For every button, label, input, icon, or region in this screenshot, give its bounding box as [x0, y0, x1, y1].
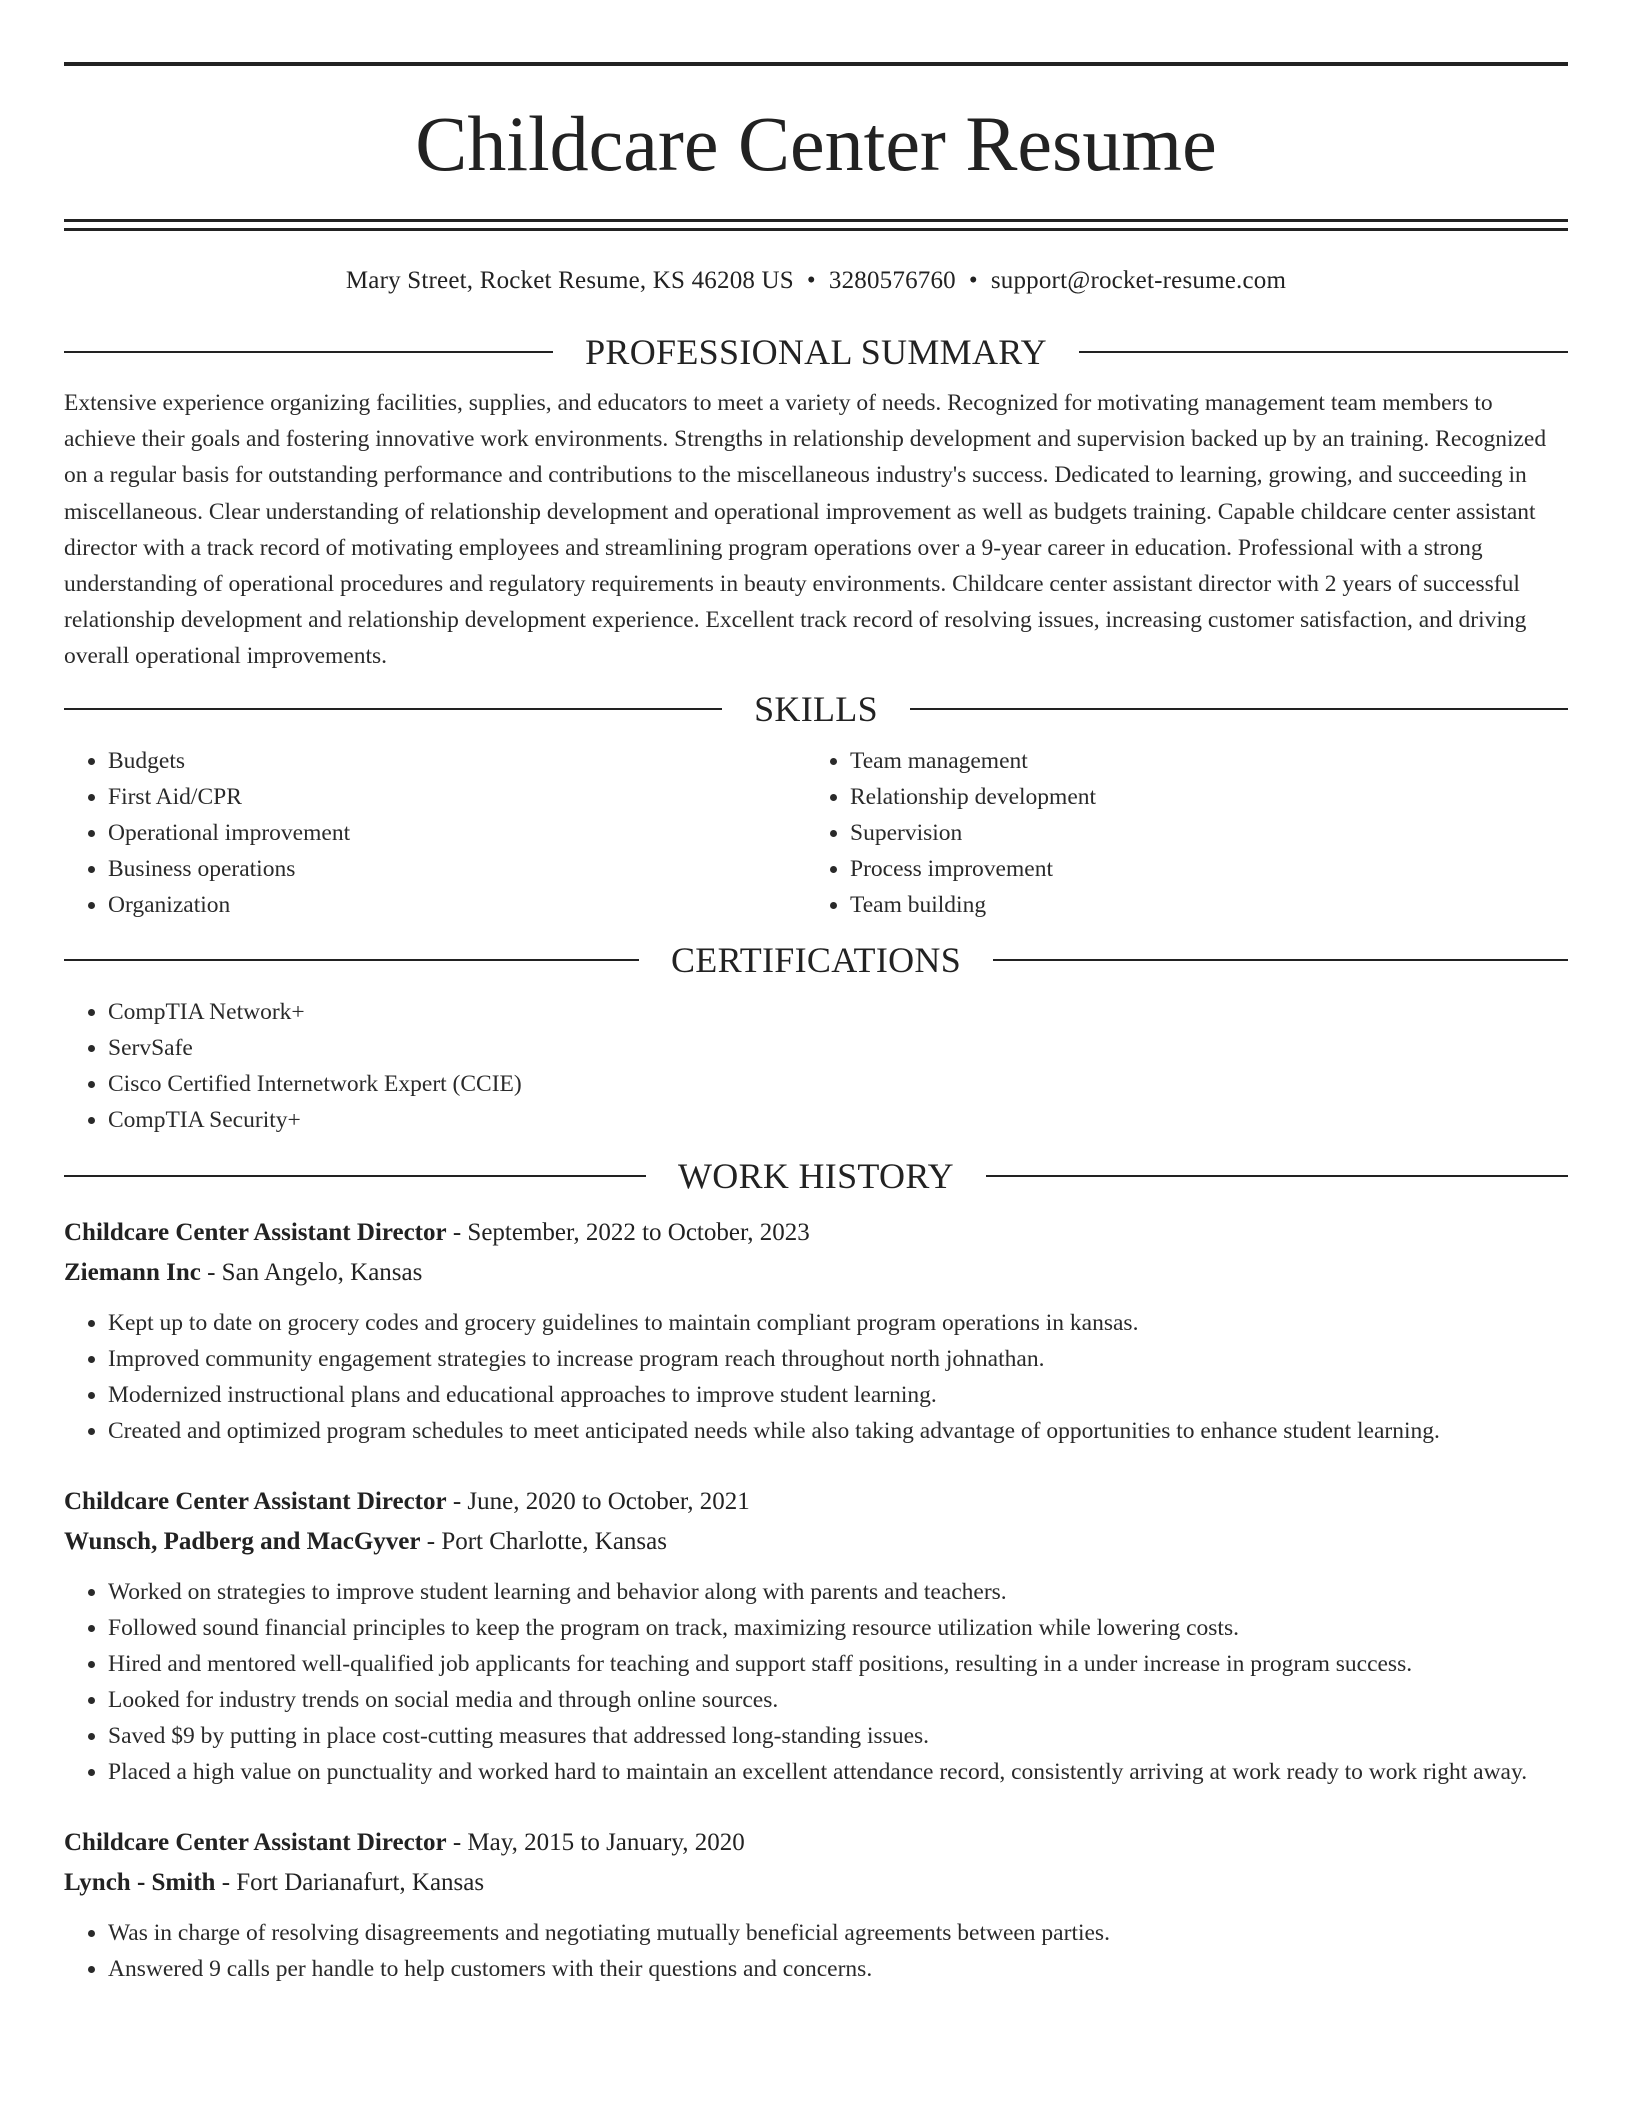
skill-item: • Operational improvement	[108, 815, 806, 851]
job-title: Childcare Center Assistant Director	[64, 1218, 447, 1246]
job-duties-list	[64, 1305, 1568, 1449]
heading-rule	[986, 1175, 1568, 1177]
certification-item: • CompTIA Network+	[108, 994, 1568, 1030]
heading-rule	[993, 959, 1568, 961]
job-title: Childcare Center Assistant Director	[64, 1487, 447, 1515]
job-location: - Port Charlotte, Kansas	[420, 1527, 667, 1555]
skill-item: • Organization	[108, 887, 806, 923]
job-duties-list	[64, 1574, 1568, 1790]
skill-item: • Team management	[850, 743, 1548, 779]
job-duty-item: • Followed sound financial principles to keep the program on track, maximizing resource utilization while lowering costs.	[108, 1610, 1568, 1646]
heading-rule	[64, 959, 639, 961]
job-duty-item: • Modernized instructional plans and educational approaches to improve student learning.	[108, 1377, 1568, 1413]
skills-list	[64, 743, 1568, 923]
section-heading-summary	[64, 332, 1568, 372]
contact-separator: •	[806, 267, 816, 294]
heading-rule	[64, 708, 722, 710]
certification-item: • ServSafe	[108, 1030, 1568, 1066]
job-dates: - September, 2022 to October, 2023	[446, 1218, 810, 1246]
heading-rule	[910, 708, 1568, 710]
contact-line	[64, 265, 1568, 297]
job-duty-item: • Improved community engagement strategies to increase program reach throughout north johnathan.	[108, 1341, 1568, 1377]
certification-item: • Cisco Certified Internetwork Expert (CCIE)	[108, 1066, 1568, 1102]
section-heading-label: SKILLS	[754, 688, 878, 729]
job-company-line	[64, 1863, 1568, 1903]
job-duty-item: • Looked for industry trends on social media and through online sources.	[108, 1682, 1568, 1718]
job-duty-item: • Worked on strategies to improve student learning and behavior along with parents and teachers.	[108, 1574, 1568, 1610]
job-title: Childcare Center Assistant Director	[64, 1828, 447, 1856]
job-title-line	[64, 1482, 1568, 1522]
job-location: - San Angelo, Kansas	[200, 1258, 423, 1286]
resume-page	[64, 62, 1568, 1987]
job-duty-item: • Was in charge of resolving disagreements and negotiating mutually beneficial agreements between parties.	[108, 1915, 1568, 1951]
job-company-line	[64, 1522, 1568, 1562]
job-duty-item: • Saved $9 by putting in place cost-cutting measures that addressed long-standing issues.	[108, 1718, 1568, 1754]
contact-address: Mary Street, Rocket Resume, KS 46208 US	[345, 267, 794, 294]
skill-item: • Business operations	[108, 851, 806, 887]
job-entry	[64, 1823, 1568, 1987]
section-heading-label: WORK HISTORY	[678, 1155, 954, 1196]
skill-item: • Process improvement	[850, 851, 1548, 887]
contact-email: support@rocket-resume.com	[990, 267, 1287, 294]
professional-summary: Extensive experience organizing facilities, supplies, and educators to meet a variety of needs. Recognized for motivating management team members to achieve their goals and fostering innovative work environments. Strengths in relationship development and supervision backed up by an training. Recognized on a regular basis for outstanding performance and contributions to the miscellaneous industry's success. Dedicated to learning, growing, and succeeding in miscellaneous. Clear understanding of relationship development and operational improvement as well as budgets training. Capable childcare center assistant director with a track record of motivating employees and streamlining program operations over a 9-year career in education. Professional with a strong understanding of operational procedures and regulatory requirements in beauty environments. Childcare center assistant director with 2 years of successful relationship development and relationship development experience. Excellent track record of resolving issues, increasing customer satisfaction, and driving overall operational improvements.	[64, 390, 1547, 670]
contact-phone: 3280576760	[828, 267, 956, 294]
job-duty-item: • Kept up to date on grocery codes and grocery guidelines to maintain compliant program operations in kansas.	[108, 1305, 1568, 1341]
section-heading-skills	[64, 689, 1568, 729]
skill-item: • Budgets	[108, 743, 806, 779]
job-entry	[64, 1482, 1568, 1790]
title-rule-lower	[64, 228, 1568, 231]
skills-column-right	[806, 743, 1548, 923]
heading-rule	[1079, 351, 1568, 353]
section-heading-certifications	[64, 940, 1568, 980]
job-duty-item: • Hired and mentored well-qualified job applicants for teaching and support staff positions, resulting in a under increase in program success.	[108, 1646, 1568, 1682]
heading-rule	[64, 1175, 646, 1177]
skills-column-left	[64, 743, 806, 923]
skill-item: • Team building	[850, 887, 1548, 923]
job-duty-item: • Answered 9 calls per handle to help customers with their questions and concerns.	[108, 1951, 1568, 1987]
job-dates: - June, 2020 to October, 2021	[446, 1487, 750, 1515]
job-company: Wunsch, Padberg and MacGyver	[64, 1527, 421, 1555]
title-rule-upper	[64, 219, 1568, 222]
top-rule	[64, 62, 1568, 66]
contact-separator: •	[968, 267, 978, 294]
job-location: - Fort Darianafurt, Kansas	[215, 1868, 485, 1896]
job-company-line	[64, 1253, 1568, 1293]
skill-item: • First Aid/CPR	[108, 779, 806, 815]
job-entry	[64, 1213, 1568, 1449]
job-title-line	[64, 1213, 1568, 1253]
job-company: Ziemann Inc	[64, 1258, 201, 1286]
section-heading-work-history	[64, 1156, 1568, 1196]
job-company: Lynch - Smith	[64, 1868, 216, 1896]
skill-item: • Relationship development	[850, 779, 1548, 815]
section-heading-label: PROFESSIONAL SUMMARY	[585, 332, 1047, 372]
heading-rule	[64, 351, 553, 353]
job-duties-list	[64, 1915, 1568, 1987]
certifications-list	[64, 994, 1568, 1138]
resume-title: Childcare Center Resume	[415, 100, 1217, 187]
job-duty-item: • Placed a high value on punctuality and worked hard to maintain an excellent attendance record, consistently arriving at work ready to work right away.	[108, 1754, 1568, 1790]
job-duty-item: • Created and optimized program schedules to meet anticipated needs while also taking advantage of opportunities to enhance student learning.	[108, 1413, 1568, 1449]
skill-item: • Supervision	[850, 815, 1548, 851]
job-dates: - May, 2015 to January, 2020	[446, 1828, 745, 1856]
section-heading-label: CERTIFICATIONS	[670, 939, 962, 980]
job-title-line	[64, 1823, 1568, 1863]
certification-item: • CompTIA Security+	[108, 1102, 1568, 1138]
